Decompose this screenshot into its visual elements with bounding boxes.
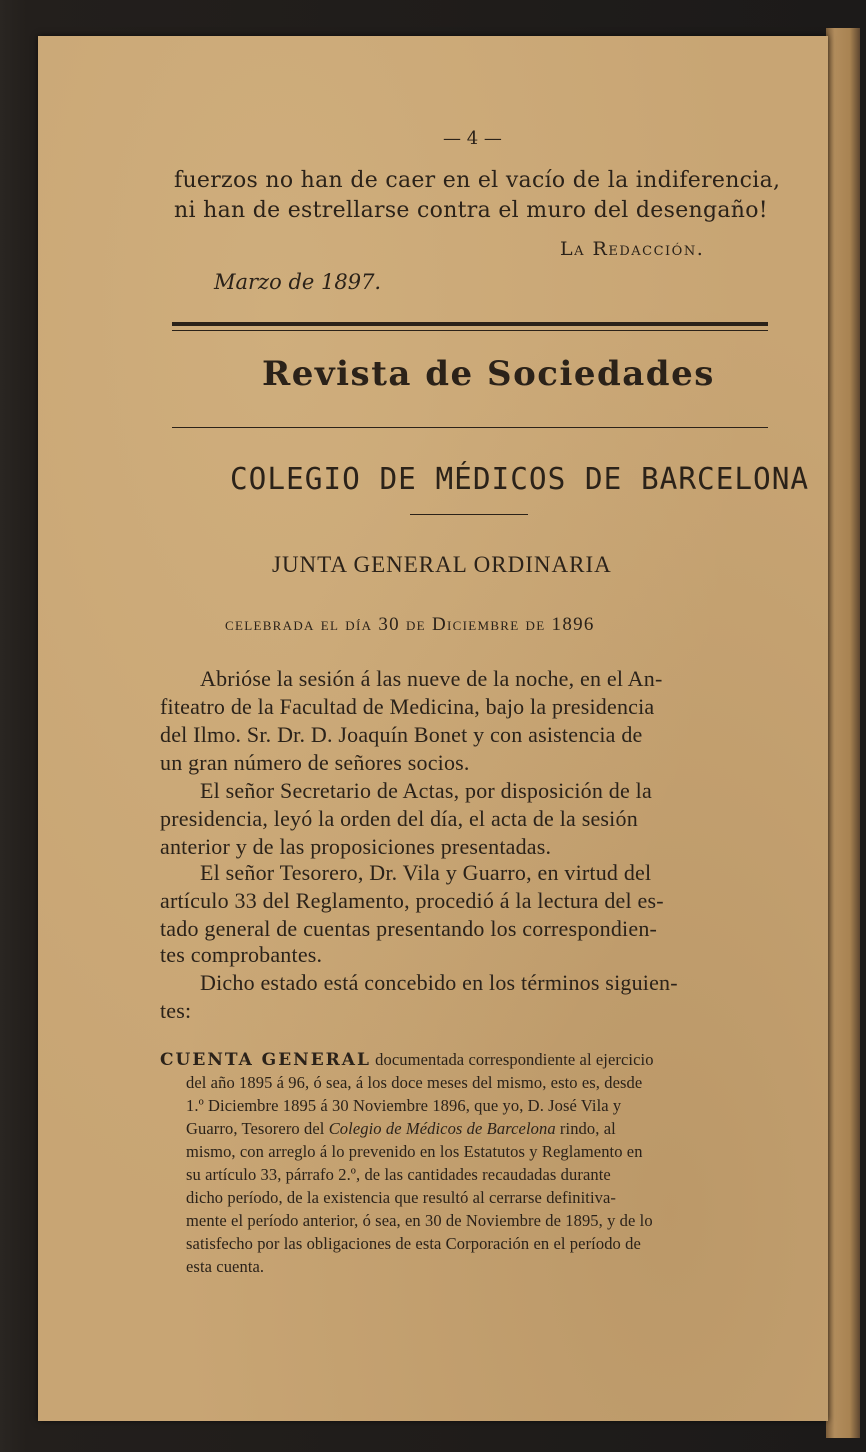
body-line: tado general de cuentas presentando los correspondien- [160,916,658,941]
meeting-title: JUNTA GENERAL ORDINARIA [272,552,612,577]
divider-thin [172,330,768,331]
college-name-italic: Colegio de Médicos de Barcelona [328,1119,556,1138]
divider-thin [172,427,768,428]
intro-line: fuerzos no han de caer en el vacío de la indiferencia, [174,168,781,193]
body-line: El señor Tesorero, Dr. Vila y Guarro, en virtud del [200,860,652,885]
body-line: El señor Secretario de Actas, por disposición de la [200,778,652,803]
cuenta-line: esta cuenta. [186,1257,265,1276]
divider-thick [172,322,768,326]
signature: La Redacción. [560,238,705,260]
page-edge [826,28,860,1438]
body-line: artículo 33 del Reglamento, procedió á la lectura del es- [160,888,664,913]
page-number: — 4 — [443,128,502,149]
intro-line: ni han de estrellarse contra el muro del desengaño! [174,198,768,223]
body-line: Abrióse la sesión á las nueve de la noche, en el An- [200,666,663,691]
cuenta-heading: CUENTA GENERAL [160,1050,371,1070]
body-line: tes: [160,998,192,1023]
cuenta-text: Guarro, Tesorero del [186,1119,329,1138]
body-line: tes comprobantes. [160,942,323,967]
college-title: COLEGIO DE MÉDICOS DE BARCELONA [230,462,810,497]
body-line: un gran número de señores socios. [160,750,470,775]
cuenta-line: su artículo 33, párrafo 2.º, de las cantidades recaudadas durante [186,1165,611,1184]
body-line: Dicho estado está concebido en los términos siguien- [200,970,678,995]
body-line: anterior y de las proposiciones presentadas. [160,834,552,859]
cuenta-line: 1.º Diciembre 1895 á 30 Noviembre 1896, que yo, D. José Vila y [186,1096,622,1115]
body-line: del Ilmo. Sr. Dr. D. Joaquín Bonet y con asistencia de [160,722,643,747]
section-title: Revista de Sociedades [262,354,715,394]
date: Marzo de 1897. [214,270,382,294]
short-divider [410,514,528,515]
meeting-date: celebrada el día 30 de Diciembre de 1896 [225,614,595,635]
cuenta-line-with-name [186,1119,616,1139]
cuenta-text: documentada correspondiente al ejercicio [370,1050,654,1069]
body-line: fiteatro de la Facultad de Medicina, bajo la presidencia [160,694,655,719]
cuenta-line: dicho período, de la existencia que resultó al cerrarse definitiva- [186,1188,617,1207]
cuenta-line: mismo, con arreglo á lo prevenido en los Estatutos y Reglamento en [186,1142,643,1161]
cuenta-line: del año 1895 á 96, ó sea, á los doce meses del mismo, esto es, desde [186,1073,643,1092]
cuenta-text: rindo, al [555,1119,616,1138]
cuenta-line: mente el período anterior, ó sea, en 30 de Noviembre de 1895, y de lo [186,1211,653,1230]
body-line: presidencia, leyó la orden del día, el acta de la sesión [160,806,638,831]
cuenta-line: satisfecho por las obligaciones de esta Corporación en el período de [186,1234,641,1253]
cuenta-first-line [160,1050,654,1070]
